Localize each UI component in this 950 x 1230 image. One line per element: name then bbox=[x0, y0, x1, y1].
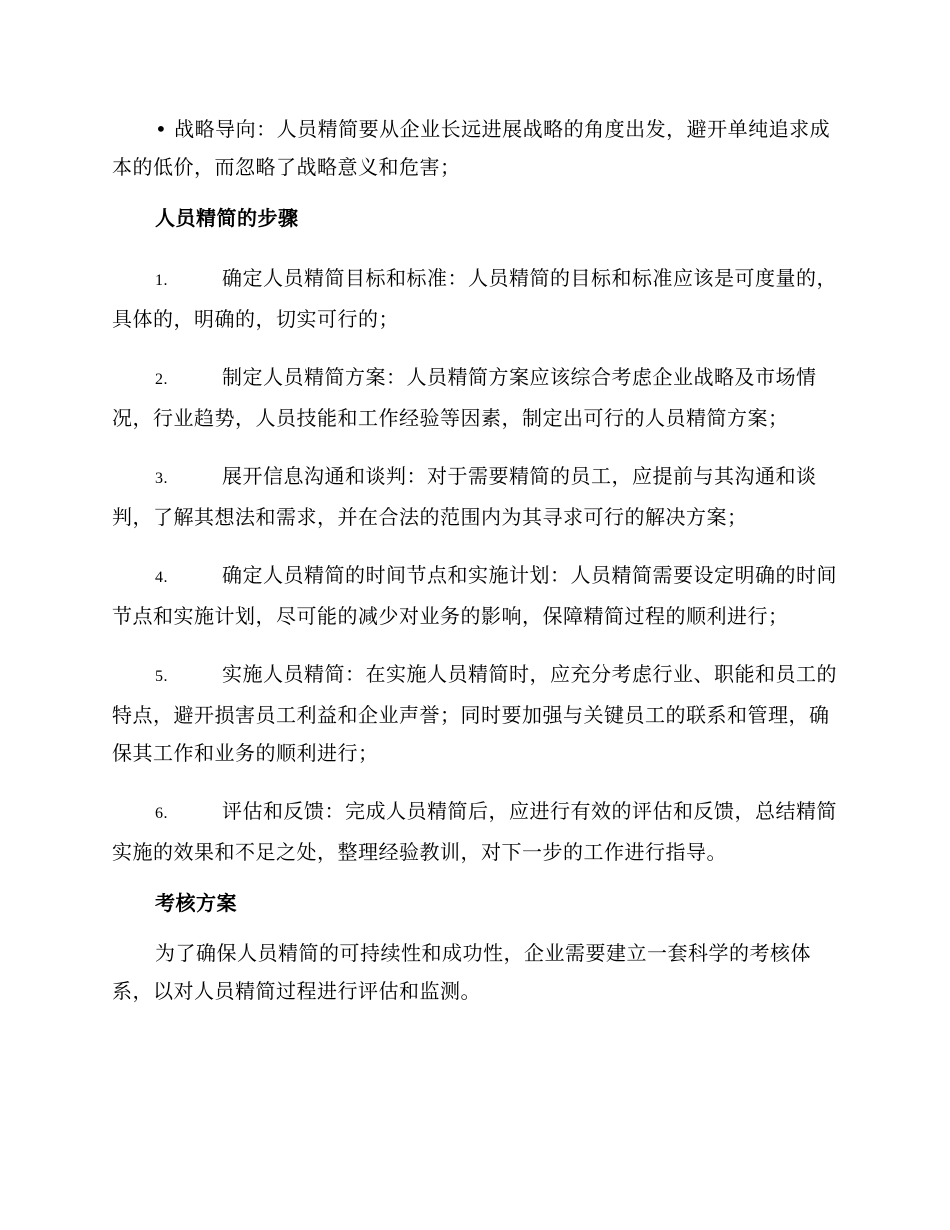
step-text: 确定人员精简目标和标准：人员精简的目标和标准应该是可度量的，具体的，明确的，切实可行的； bbox=[112, 266, 837, 331]
step-number: 1. bbox=[155, 272, 168, 289]
step-text: 确定人员精简的时间节点和实施计划：人员精简需要设定明确的时间节点和实施计划，尽可能的减少对业务的影响，保障精简过程的顺利进行； bbox=[112, 563, 837, 628]
step-item bbox=[112, 556, 837, 635]
step-item bbox=[112, 358, 837, 437]
assessment-intro-paragraph: 为了确保人员精简的可持续性和成功性，企业需要建立一套科学的考核体系，以对人员精简过程进行评估和监测。 bbox=[112, 941, 811, 1003]
step-text: 制定人员精简方案：人员精简方案应该综合考虑企业战略及市场情况，行业趋势，人员技能和工作经验等因素，制定出可行的人员精简方案； bbox=[112, 365, 817, 430]
step-number: 4. bbox=[155, 569, 168, 586]
step-number: 2. bbox=[155, 371, 168, 388]
step-text: 实施人员精简：在实施人员精简时，应充分考虑行业、职能和员工的特点，避开损害员工利益和企业声誉；同时要加强与关键员工的联系和管理，确保其工作和业务的顺利进行； bbox=[112, 662, 837, 765]
step-number: 5. bbox=[155, 668, 168, 685]
step-number: 6. bbox=[155, 805, 168, 822]
step-text: 展开信息沟通和谈判：对于需要精简的员工，应提前与其沟通和谈判，了解其想法和需求，并在合法的范围内为其寻求可行的解决方案； bbox=[112, 464, 817, 529]
document-page bbox=[112, 110, 837, 1010]
step-item bbox=[112, 655, 837, 772]
assessment-heading: 考核方案 bbox=[155, 891, 237, 915]
step-item bbox=[112, 457, 837, 536]
steps-heading: 人员精简的步骤 bbox=[155, 206, 299, 230]
step-item bbox=[112, 792, 837, 871]
strategy-paragraph: • 战略导向：人员精简要从企业长远进展战略的角度出发，避开单纯追求成本的低价，而忽略了战略意义和危害； bbox=[112, 117, 831, 179]
step-item bbox=[112, 259, 837, 338]
step-number: 3. bbox=[155, 470, 168, 487]
step-text: 评估和反馈：完成人员精简后，应进行有效的评估和反馈，总结精简实施的效果和不足之处，整理经验教训，对下一步的工作进行指导。 bbox=[112, 799, 837, 864]
